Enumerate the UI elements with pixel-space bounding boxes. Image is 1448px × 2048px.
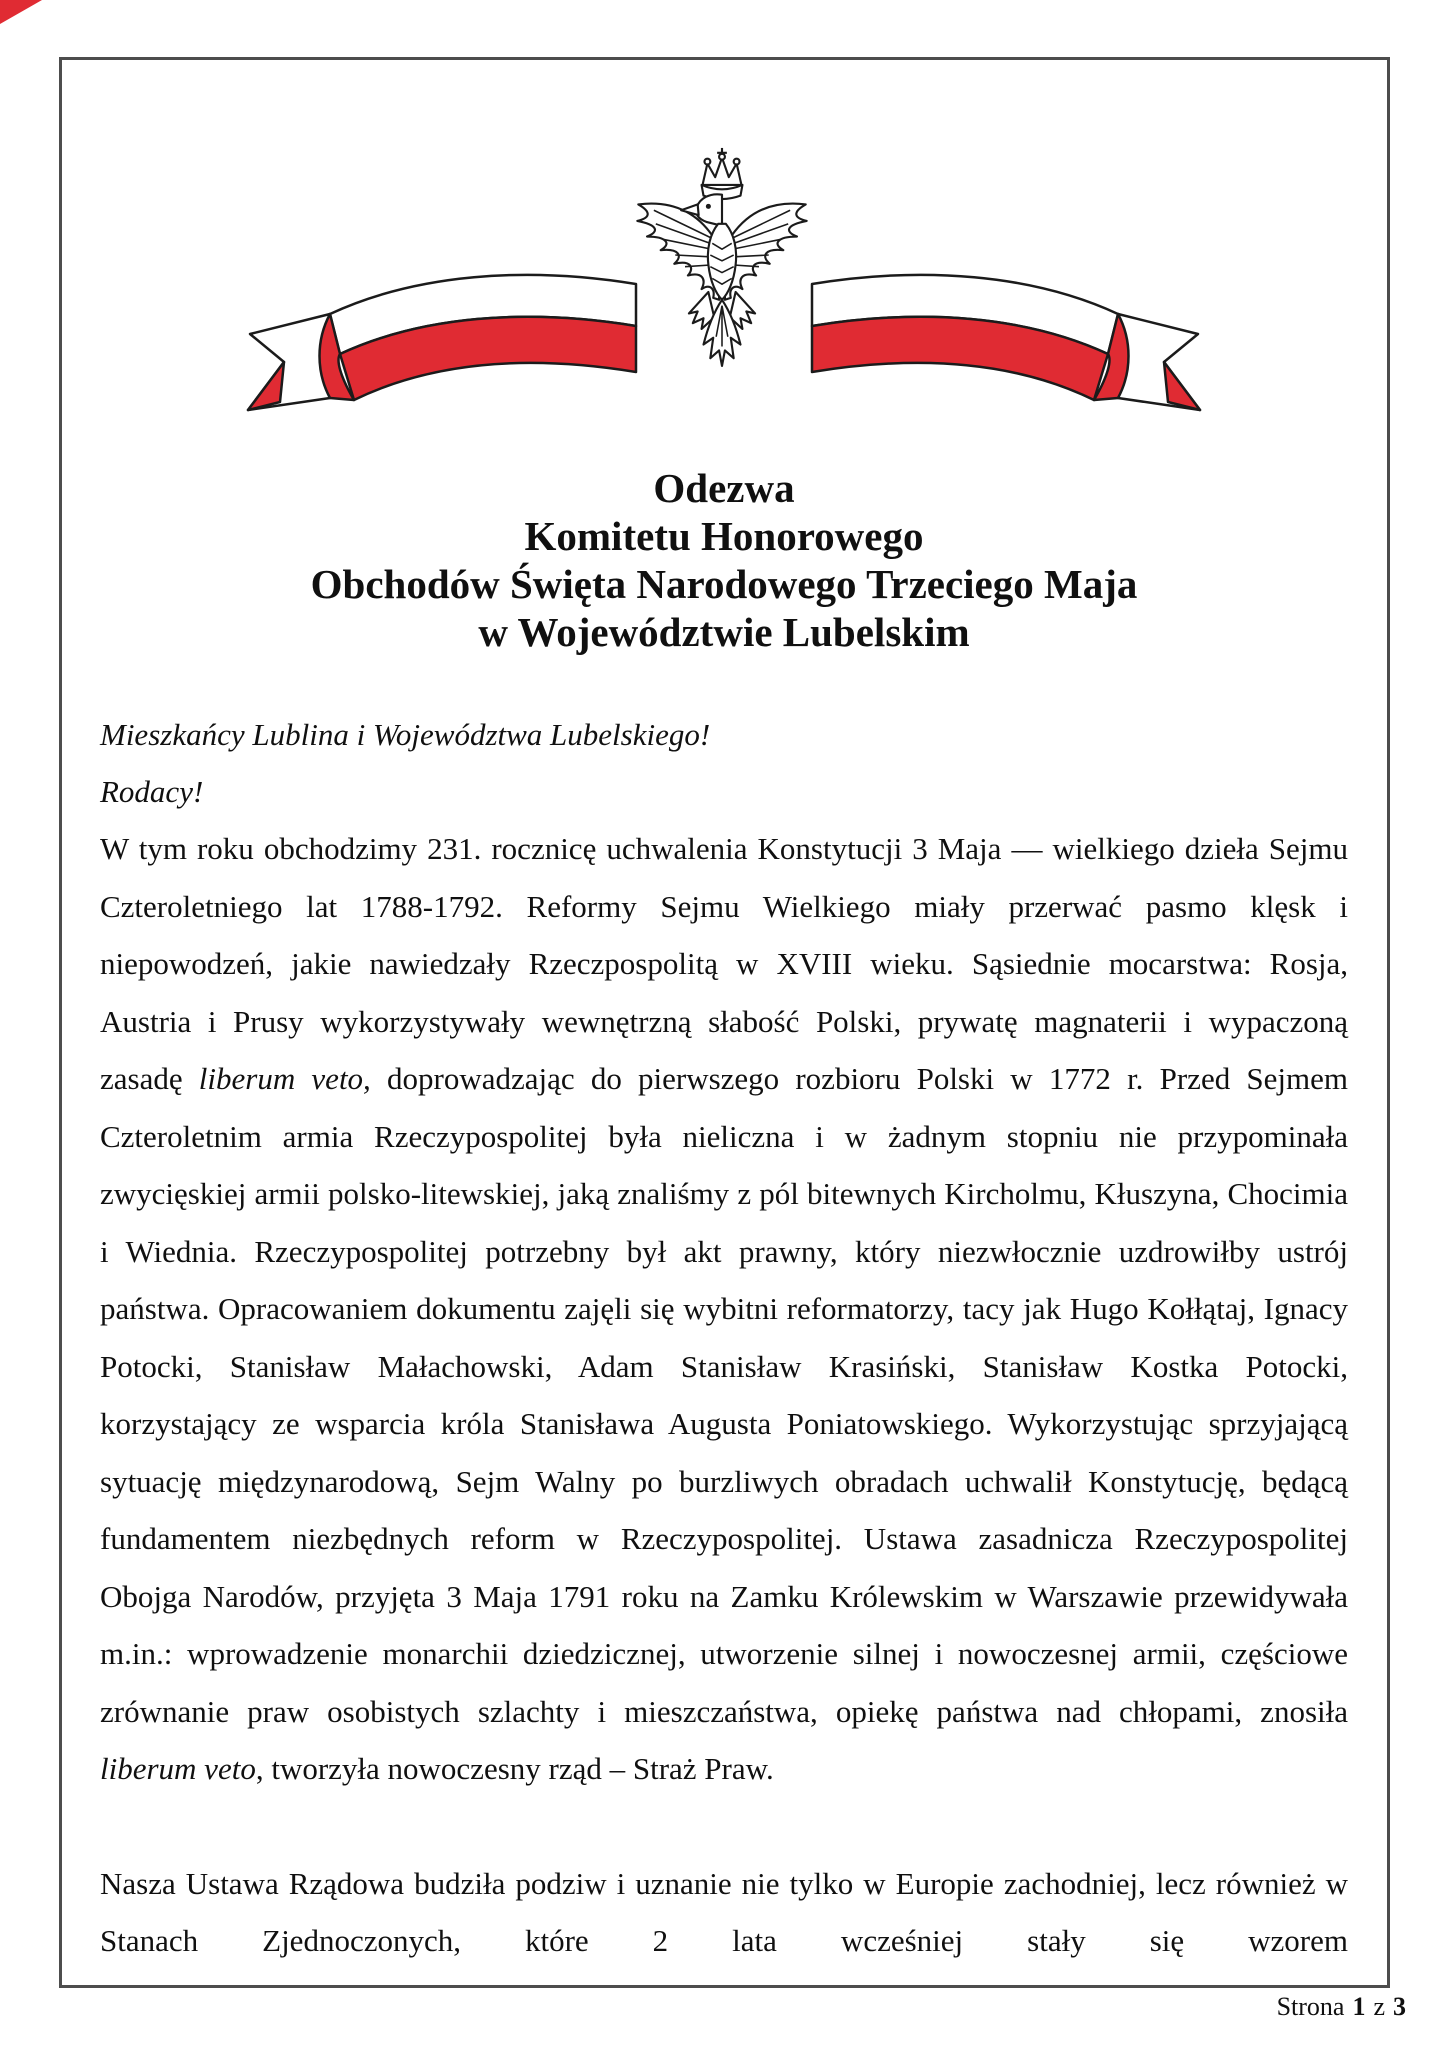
footer-total-pages: 3: [1393, 1992, 1406, 2021]
text-segment: W tym roku obchodzimy 231. rocznicę uchwalenia Konstytucji 3 Maja — wielkiego dzieła Sejmu Czteroletniego lat 1788-1792. Reformy Sejmu Wielkiego miały przerwać pasmo klęsk i niepowodzeń, jakie nawiedzały Rzeczpospolitą w XVIII wieku. Sąsiednie mocarstwa: Rosja, Austria i Prusy wykorzystywały wewnętrzną słabość Polski, prywatę magnaterii i wypaczoną zasadę: [100, 831, 1348, 1096]
footer-label: Strona: [1276, 1992, 1345, 2021]
right-ribbon-icon: [810, 260, 1222, 428]
text-segment: Nasza Ustawa Rządowa budziła podziw i uznanie nie tylko w Europie zachodniej, lecz również w Stanach Zjednoczonych, które 2 lata wcześniej stały się wzorem: [100, 1865, 1348, 1958]
italic-phrase: liberum veto: [100, 1751, 256, 1786]
title-line-4: w Województwie Lubelskim: [478, 609, 970, 655]
body-paragraph-1: [100, 820, 1348, 1798]
body-paragraph-2: [100, 1855, 1348, 1970]
polish-eagle-icon: [622, 146, 822, 438]
salutation-line-1: Mieszkańcy Lublina i Województwa Lubelskiego!: [100, 717, 711, 752]
italic-phrase: liberum veto,: [198, 1061, 371, 1096]
salutation-line-2: Rodacy!: [100, 774, 204, 809]
text-segment: doprowadzając do pierwszego rozbioru Polski w 1772 r. Przed Sejmem Czteroletnim armia Rzeczypospolitej była nieliczna i w żadnym stopniu nie przypominała zwycięskiej armii polsko-litewskiej, jaką znaliśmy z pól bitewnych Kircholmu, Kłuszyna, Chocimia i Wiednia. Rzeczypospolitej potrzebny był akt prawny, który niezwłocznie uzdrowiłby ustrój państwa. Opracowaniem dokumentu zajęli się wybitni reformatorzy, tacy jak Hugo Kołłątaj, Ignacy Potocki, Stanisław Małachowski, Adam Stanisław Krasiński, Stanisław Kostka Potocki, korzystający ze wsparcia króla Stanisława Augusta Poniatowskiego. Wykorzystując sprzyjającą sytuację międzynarodową, Sejm Walny po burzliwych obradach uchwalił Konstytucję, będącą fundamentem niezbędnych reform w Rzeczypospolitej. Ustawa zasadnicza Rzeczypospolitej Obojga Narodów, przyjęta 3 Maja 1791 roku na Zamku Królewskim w Warszawie przewidywała m.in.: wprowadzenie monarchii dziedzicznej, utworzenie silnej i nowoczesnej armii, częściowe zrównanie praw osobistych szlachty i mieszczaństwa, opiekę państwa nad chłopami, znosiła: [100, 1061, 1348, 1729]
salutation: [100, 706, 710, 820]
title-line-3: Obchodów Święta Narodowego Trzeciego Maja: [310, 561, 1138, 607]
body-text: [100, 820, 1348, 1970]
page-number-footer: [1277, 1992, 1406, 2022]
title-line-1: Odezwa: [653, 465, 795, 511]
text-segment: , tworzyła nowoczesny rząd – Straż Praw.: [255, 1751, 774, 1786]
title-line-2: Komitetu Honorowego: [524, 513, 924, 559]
footer-current-page: 1: [1352, 1992, 1366, 2021]
document-title: [0, 464, 1448, 656]
footer-of-word: z: [1373, 1992, 1385, 2021]
left-ribbon-icon: [226, 260, 638, 428]
red-corner-wedge-icon: [0, 0, 42, 24]
